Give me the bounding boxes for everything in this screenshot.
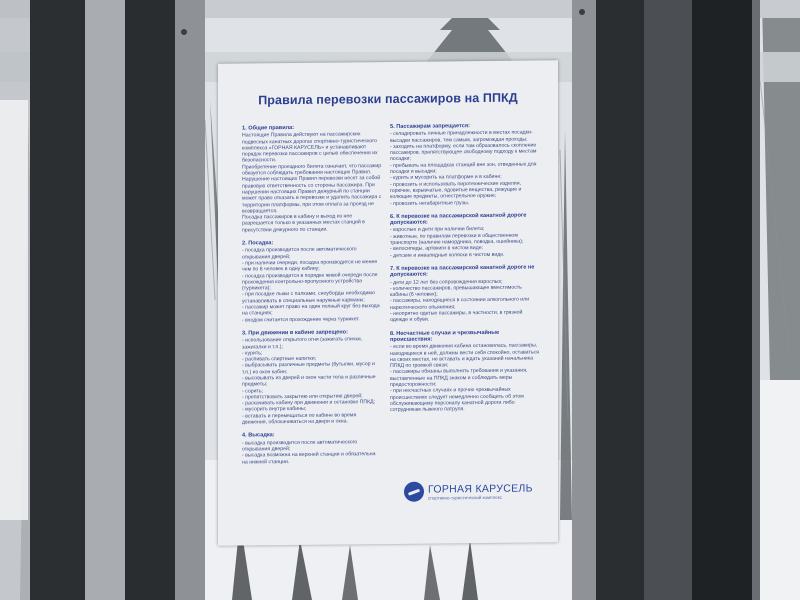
section-title: 2. Посадка: <box>242 240 274 247</box>
section-body: - если во время движения кабина остановилась, пассажиры, находящиеся в ней, должны вести себя спокойно, оставаться на своих местах, не вставать и ждать указаний начальника ППКД по громкой связи; - пассажиры обязаны выполнять требования и указания, выставленные на ППКД знаком и соблюдать меры предосторожности; - при несчастных случаях и прочих чрезвычайных происшествиях следует немедленно сообщить об этом обслуживающему персоналу канатной дороги либо сотрудникам лыжного патруля. <box>390 342 539 414</box>
right-pillar <box>596 0 644 600</box>
left-pillar-inner <box>85 0 125 600</box>
poster-title: Правила перевозки пассажиров на ППКД <box>258 90 518 108</box>
rules-section <box>390 264 540 323</box>
section-body: - посадка производится после автоматического открывания дверей; - при наличии очереди, посадка производится не менее чем по 6 человек в одну кабину; - посадка производится в порядке живой очереди после прохождения контрольно-пропускного устройства (турникета); - при посадке лыжи с палками, сноуборды необходимо устанавливать в специальные наружные карманы; - пассажир может право на один полный круг без выхода на станциях; - входом считается прохождение через турникет. <box>242 246 380 324</box>
rivet-right <box>579 9 585 15</box>
rivet <box>181 29 187 35</box>
left-pillar <box>30 0 85 600</box>
rules-section <box>242 329 382 426</box>
left-frame <box>175 0 205 600</box>
rules-section <box>242 431 382 465</box>
left-pane-panel <box>0 100 28 520</box>
rules-section <box>390 329 540 413</box>
right-frame <box>572 0 596 600</box>
logo-name: ГОРНАЯ КАРУСЕЛЬ <box>428 481 533 496</box>
poster-left-column <box>242 124 382 472</box>
section-body: Настоящие Правила действуют на пассажирских подвесных канатных дорогах спортивно-туристического комплекса «ГОРНАЯ КАРУСЕЛЬ» и устанавливают порядок перевозки пассажиров с целью обеспечения их безопасности. Приобретение проездного билета означает, что пассажир обязуется соблюдать требования настоящих Правил. Нарушение настоящих Правил перевозки несет за собой правовую ответственность со стороны пассажира. При нарушении настоящих Правил дежурный по станции может право отказать в перевозке и удалить пассажира с территории платформы, при этом оплата за проезд не возвращается. Посадка пассажиров в кабину и выход из нее разрешается только в указанных местах станций в присутствии дежурного по станции. <box>242 131 382 234</box>
section-title: 8. Несчастные случаи и чрезвычайные происшествия: <box>390 329 500 343</box>
logo-text <box>428 482 533 500</box>
rules-poster <box>218 60 558 546</box>
logo-subtitle: спортивно-туристический комплекс <box>428 494 502 501</box>
rules-section <box>242 239 382 323</box>
cable-car-logo-icon <box>404 482 424 502</box>
section-title: 7. К перевозке на пассажирской канатной дороге не допускаются: <box>390 264 535 279</box>
right-pillar-inner <box>644 0 692 600</box>
rules-section <box>390 212 540 259</box>
poster-right-column <box>390 122 540 420</box>
section-title: 6. К перевозке на пассажирской канатной дороге допускаются: <box>390 212 527 227</box>
section-title: 4. Высадка: <box>242 432 275 439</box>
section-body: - использование открытого огня (зажигать спички, зажигалки и т.п.); - курить; - распивать спиртные напитки; - выбрасывать различные предметы (бутылки, мусор и т.п.) из окон кабин; - высовывать из дверей и окон части тела и различные предметы; - сорить; - препятствовать закрытию или открытию дверей; - раскачивать кабину при движении и остановке ППКД; - мусорить внутри кабины; - вставать и перемещаться по кабине во время движения, облокачиваться на двери и окна. <box>242 336 376 426</box>
rules-section <box>390 122 540 206</box>
rules-section <box>242 124 382 234</box>
carousel-logo <box>404 480 533 501</box>
section-body: - высадка производится после автоматического открывания дверей; - высадка возможна на верхней станции и обязательна на нижней станции. <box>242 438 376 466</box>
section-title: 1. Общие правила: <box>242 124 295 132</box>
left-pillar-edge <box>125 0 175 600</box>
section-body: - взрослые и дети при наличии билета; - животные, по правилам перевозки в общественном транспорте (наличие намордника, поводка, ошейника); - велосипеды, артвкиги в чистом виде; - детские и инвалидные коляски в чистом виде. <box>390 226 524 259</box>
section-body: - дети до 12 лет без сопровождения взрослых; - количество пассажиров, превышающее вместимость кабины (6 человек); - пассажиры, находящиеся в состоянии алкогольного или наркотического опьянения; - неопрятно одетые пассажиры, в частности, в грязной одежде и обуви. <box>390 278 530 324</box>
section-body: - складировать личные принадлежности в местах посадки-высадки пассажиров, тем самым, загромождая проходы; - заходить на платформу, если там образовалось скопление пассажиров, препятствующее свободному подходу к местам посадки; - пребывать на площадках станций вне зон, отведенных для посадки и высадки; - курить и мусорить на платформе и в кабине; - провозить и использовать пиротехнические изделия, горючие, взрывчатые, ядовитые вещества, режущие и колющие предметы, огнестрельное оружие; - провозить негабаритные грузы. <box>390 129 537 207</box>
far-right-edge <box>752 0 760 600</box>
section-title: 5. Пассажирам запрещается: <box>390 123 470 130</box>
section-title: 3. При движении в кабине запрещено: <box>242 329 348 337</box>
right-pillar-edge <box>692 0 752 600</box>
